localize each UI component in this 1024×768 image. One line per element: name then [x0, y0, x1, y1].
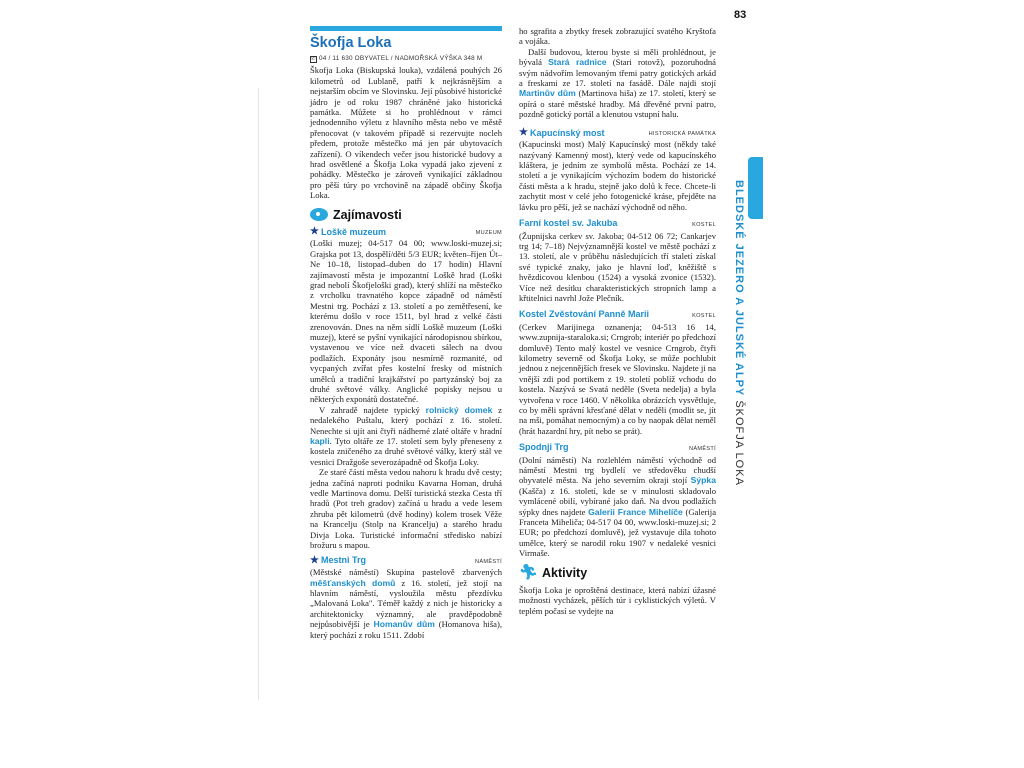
entry-type: HISTORICKÁ PAMÁTKA [648, 130, 716, 137]
town-meta [310, 54, 502, 64]
page-edge-divider [258, 88, 259, 700]
entry-type: MUZEUM [475, 229, 502, 236]
entry-title [310, 555, 366, 565]
entry-title [519, 309, 649, 319]
chapter-name: BLEDSKÉ JEZERO A JULSKÉ ALPY [733, 180, 745, 397]
entry-title-text: Loškě muzeum [320, 226, 386, 237]
text-span: z 16. století, jež stojí na hlavním náměstí, vysloužila městu přezdívku „Malovaná Loka". Téměř každý z nich je historicky a architektonicky významný, ale pravděpodobně nejpůsobivější je [310, 577, 502, 630]
entry-title [519, 218, 617, 228]
entry-description [310, 567, 502, 640]
title-accent-bar [310, 26, 502, 31]
entry-paragraph [519, 47, 716, 120]
star-icon: ★ [310, 225, 319, 237]
highlight-term: Sýpka [690, 475, 716, 486]
entry-description: (Loški muzej; 04-517 04 00; www.loski-muzej.si; Grajska pot 13, dospělí/děti 5/3 EUR; květen–říjen Út–Ne 10–18, listopad–duben do 17 hodin) Hlavní zajímavostí města je impozantní Loškě hrad (Loški grad nebolí Škofjeloški grad), který shlíží na městečko z vrcholku travnatého kopce západně od náměstí Mestni trg. Pochází z 13. století a po zemětřesení, ke kterému došlo v roce 1511, byl hrad z velké části zrenovován. Dnes na něm sídlí Loškě muzeum (Loški muzej), které se pyšní vynikající národopisnou sbírkou, vystavenou ve více než dvaceti sálech na dvou podlažích. Exponáty jsou nesmírně rozmanité, od vycpaných zvířat přes kostelní fresky od místních umělců a tradiční krajkářství po partyzánský boj za druhé světové války. Anglické popisky nejsou u některých exponátů dostatečné. [310, 238, 502, 405]
entry-paragraph: Ze staré části města vedou nahoru k hradu dvě cesty; jedna začíná naproti podniku Kavarna Homan, druhá vedle Martinova domu. Delší turistická stezka Cesta tří hradů (Pot treh gradov) začíná u hradu a vede lesem zhruba pět kilometrů (dvě hodiny) kolem trosek Věže na Krancelju (Stolp na Krancelju) a starého hradu Divja Loka. Turistické informační středisko nabízí brožuru s mapou. [310, 467, 502, 551]
star-icon: ★ [310, 554, 319, 566]
entry-title-text: Mestni Trg [320, 555, 366, 566]
entry-type: KOSTEL [692, 222, 716, 229]
section-heading-activities [519, 565, 716, 581]
star-icon: ★ [519, 126, 528, 138]
entry-type: KOSTEL [692, 313, 716, 320]
text-span: Další budovou, kterou byste si měli prohlédnout, je bývalá [519, 46, 716, 68]
chapter-tab-marker [748, 157, 763, 219]
entry-description [519, 455, 716, 559]
phone-icon: ✆ [311, 55, 316, 62]
page-number: 83 [734, 9, 747, 21]
chapter-side-label-text [733, 180, 745, 486]
entry-title-text: Spodnji Trg [519, 442, 569, 453]
entry-type: NÁMĚSTÍ [689, 446, 716, 453]
entry-paragraph [310, 405, 502, 467]
highlight-term: rolnický domek [425, 404, 493, 415]
highlight-term: měšťanských domů [310, 577, 396, 588]
text-span: z nedalekého Puštalu, který pochází z 16. století. Nenechte si ujít ani čtyři nádherné zlaté oltáře v hradní [310, 404, 502, 436]
text-column-left [310, 26, 502, 640]
text-span: (Martinova hiša) ze 17. století, který se opírá o staré městské hradby. Má dřevěné první patro, pozdně gotický portál a klenutou vstupní halu. [519, 88, 716, 120]
text-span: (Městské náměstí) Skupina pastelově zbarvených [310, 567, 502, 578]
text-span: (Galerija Franceta Miheliča; 04-517 04 00, www.loski-muzej.si; 2 EUR; po předchozí domluvě), jež vystavuje díla tohoto umělce, který se narodil roku 1907 v nedaleké vesnici Virmaše. [519, 506, 717, 559]
text-span: . Tyto oltáře ze 17. století sem byly přeneseny z kostela zničeného za druhé světové války, který stál ve vesnici Dražgoše severozápadně od Škofja Loky. [310, 436, 502, 467]
highlight-term: Galerii France Mihelíče [588, 506, 683, 517]
entry-title [519, 128, 605, 138]
highlight-term: Martinův dům [519, 88, 576, 99]
text-span: (Dolní náměstí) Na rozlehlém náměstí východně od náměstí Mestni trg bydlelí ve středověku chudší obyvatelé města. Na jeho severním okraji stojí [519, 454, 716, 486]
section-heading-text: Aktivity [542, 565, 588, 580]
eye-icon [310, 208, 328, 221]
town-meta-text: 04 / 11 630 OBYVATEL / NADMOŘSKÁ VÝŠKA 348 M [319, 55, 483, 62]
highlight-term: Homanův dům [373, 619, 435, 630]
highlight-term: kapli [310, 436, 330, 447]
entry-type: NÁMĚSTÍ [475, 558, 502, 565]
entry-description: (Kapucinski most) Malý Kapucínský most (někdy také nazývaný Kamenný most), který vede od kapucínského kláštera, je jedním ze symbolů města. Pochází ze 14. století a je vynikajícím výchozím bodem do historické části města a k hradu, stejně jako dolů k řece. Chcete-li zachytit most v celé jeho fotogenické kráse, přejděte na lávku pro pěší, jež se nachází východně od něho. [519, 139, 716, 212]
entry-header [519, 128, 716, 140]
entry-title-text: Kostel Zvěstování Panně Marii [519, 309, 650, 320]
text-span: (Kašča) z 16. století, kde se v minulosti skladovalo vymlácené obilí, vybírané jako daň. Na dvou podlažích sýpky dnes najdete [519, 485, 716, 517]
section-heading-sights [310, 207, 502, 223]
entry-title-text: Farní kostel sv. Jakuba [519, 218, 618, 229]
entry-description: (Župnijska cerkev sv. Jakoba; 04-512 06 72; Cankarjev trg 14; 7–18) Nejvýznamnější kostel ve městě pochází z 13. století, ale v průběhu následujících tří staletí získal své typické znaky, jako je hlavní loď, kněžiště s hvězdicovou klenbou (1524) a vysoká zvonice (1532). Více než desítku charakteristických stropních lamp a křtitelnici navrhl Jože Plečník. [519, 230, 716, 303]
entry-description: (Cerkev Marijinega oznanenja; 04-513 16 14, www.zupnija-staraloka.si; Crngrob; interiér po předchozí domluvě) Tento malý kostel ve vesnice Crngrob, čtyři kilometry severně od Škofja Loky, se může pochlubit jednou z nejcennějších fresek ve Slovinsku. Najdete ji na vnější zdi pod portikem z 19. století poblíž vchodu do kostela. Nazývá se Svatá neděle (Sveta nedelja) a byla vytvořena v roce 1460. V několika obrázcích vysvětluje, co by měli správní křesťané dělat v neděli (modlit se, jít na mši, pomáhat nemocným) a co by naopak dělat neměl (hrát hazardní hry, pít nebo se prát). [519, 321, 716, 436]
text-column-right [519, 26, 716, 616]
intro-paragraph: Škofja Loka (Biskupská louka), vzdálená pouhých 26 kilometrů od Lublaně, patří k nejkrásnějším a nejstarším obcím ve Slovinsku. Její působivé historické jádro je od roku 1987 chráněné jako historická památka. Můžete si ho prohlédnout v rámci jednodenního výletu z hlavního města nebo ve městě přenocovat (v takovém případě si rezervujte nocleh předem, protože městečko má jen pár ubytovacích zařízení). O víkendech večer jsou historické budovy a hrad osvětlené a Škofja Loka vypadá jako zjevení z pohádky. Městečko je zároveň vynikající základnou pro pěší túry po vrchovině na západě občiny Škofja Loka. [310, 65, 502, 201]
entry-title [310, 227, 386, 237]
entry-header [310, 555, 502, 567]
entry-title [519, 442, 569, 452]
entry-header [310, 227, 502, 239]
chapter-side-label [731, 180, 745, 486]
entry-title-text: Kapucínský most [529, 127, 605, 138]
running-person-icon: 🏃︎ [519, 563, 539, 581]
entry-header [519, 218, 716, 230]
entry-header [519, 309, 716, 321]
text-span: (Homanova hiša), který pochází z roku 1511. Zdobí [310, 619, 502, 640]
chapter-subsection: ŠKOFJA LOKA [733, 400, 745, 486]
text-span: V zahradě najdete typický [319, 404, 426, 415]
section-heading-text: Zajímavosti [333, 207, 402, 222]
text-span: (Stari rotovž), pozoruhodná svým nádvořím lemovaným třemi patry gotických arkád a freskami ze 17. století na fasádě. Dále najdi stojí [519, 57, 716, 89]
page-title: Škofja Loka [310, 35, 392, 51]
highlight-term: Stará radnice [548, 57, 607, 68]
entry-header [519, 442, 716, 454]
continued-paragraph: ho sgrafita a zbytky fresek zobrazující svatého Kryštofa a vojáka. [519, 26, 716, 47]
activities-paragraph: Škofja Loka je oproštěná destinace, která nabízí úžasné možnosti vycházek, pěších túr i cyklistických výletů. V teplém počasí se vydejte na [519, 584, 716, 616]
